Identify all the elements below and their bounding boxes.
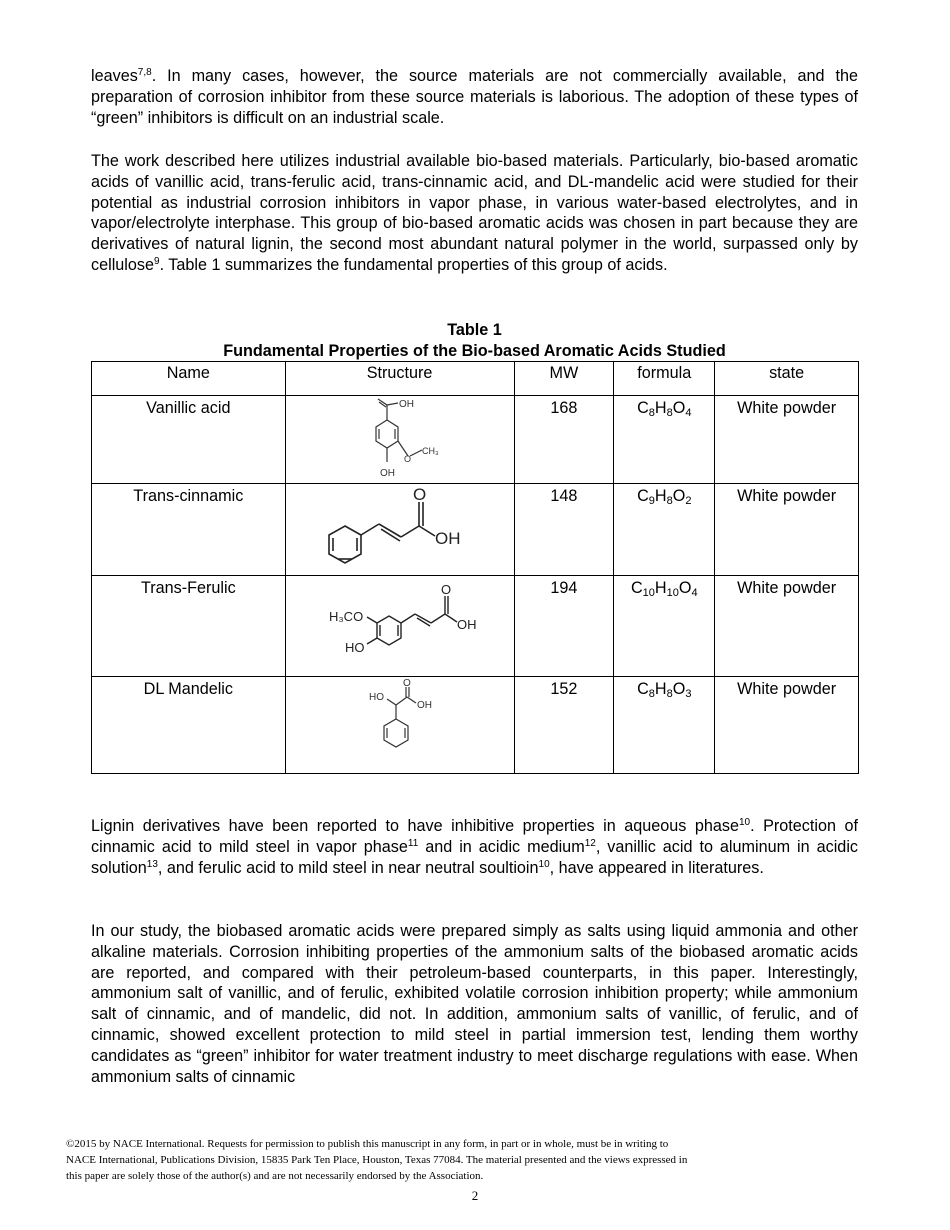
paragraph-work-description: The work described here utilizes industrial available bio-based materials. Particularly, bio-based aromatic acids of vanillic acid, trans-ferulic acid, trans-cinnamic acid, and DL-mandelic acid were studied for their potential as industrial corrosion inhibitors in vapor phase, in various water-based electrolytes, and in vapor/electrolyte interphase. This group of bio-based aromatic acids was chosen in part because they are derivatives of natural lignin, the second most abundant natural polymer in the world, surpassed only by cellulose$^9$. Table 1 summarizes the fundamental properties of this group of acids. <box>91 152 858 274</box>
paragraph-lignin-derivatives: Lignin derivatives have been reported to have inhibitive properties in aqueous phase$^{10}$. Protection of cinnamic acid to mild steel in vapor phase$^{11}$ and in acidic medium$^{12}$, vanillic acid to aluminum in acidic solution$^{13}$, and ferulic acid to mild steel in near neutral soultioin$^{10}$, have appeared in literatures. <box>91 817 859 877</box>
trans-ferulic-structure-image <box>305 576 495 672</box>
table-label: Table 1 <box>447 321 502 339</box>
cell-mw: 152 <box>514 677 614 774</box>
header-state: state <box>715 362 859 396</box>
structure-vanillic-acid <box>285 396 514 484</box>
label-o: O <box>403 454 411 464</box>
page-number: 2 <box>471 1188 479 1203</box>
paragraph-our-study: In our study, the biobased aromatic acids were prepared simply as salts using liquid ammonia and other alkaline materials. Corrosion inhibiting properties of the ammonium salts of the biobased aromatic acids are reported, and compared with their petroleum-based counterparts, in this paper. Interestingly, ammonium salt of vanillic, and of ferulic, exhibited volatile corrosion inhibition property; while ammonium salt of cinnamic, and of mandelic, did not. In addition, ammonium salts of vanillic, of ferulic, and of cinnamic, showed excellent protection to mild steel in partial immersion test, lending them worthy candidates as “green” inhibitor for water treatment industry to meet discharge regulations with ease. When ammonium salts of cinnamic <box>91 922 858 1086</box>
footer-line: NACE International, Publications Division, 15835 Park Ten Place, Houston, Texas 77084. The material presented and the views expressed in <box>66 1154 688 1166</box>
table-row <box>92 677 859 774</box>
cell-mw: 194 <box>514 576 614 677</box>
cell-state: White powder <box>715 484 859 576</box>
cell-name: Trans-cinnamic <box>92 484 286 576</box>
label-ho: HO <box>344 640 365 655</box>
header-formula: formula <box>614 362 715 396</box>
cell-formula: $C_{10}H_{10}O_4$ <box>614 576 715 677</box>
table-row <box>92 576 859 677</box>
header-structure: Structure <box>285 362 514 396</box>
table-row <box>92 396 859 484</box>
label-oh: OH <box>456 617 477 632</box>
cell-name: Vanillic acid <box>92 396 286 484</box>
paragraph-intro: leaves$^{7,8}$. In many cases, however, the source materials are not commercially available, and the preparation of corrosion inhibitor from these source materials is laborious. The adoption of these types of “green” inhibitors is difficult on an industrial scale. <box>91 67 858 127</box>
header-name: Name <box>92 362 286 396</box>
label-oh: OH <box>416 700 432 711</box>
cell-formula: $C_8H_8O_3$ <box>614 677 715 774</box>
vanillic-acid-structure-image <box>340 396 460 482</box>
label-o: O <box>412 485 426 504</box>
label-h3co: H₃CO <box>328 609 363 624</box>
properties-table <box>91 361 859 774</box>
table-title: Fundamental Properties of the Bio-based Aromatic Acids Studied <box>223 342 726 360</box>
structure-trans-cinnamic <box>285 484 514 576</box>
trans-cinnamic-structure-image <box>305 484 495 574</box>
label-oh-bottom: OH <box>379 468 395 479</box>
structure-dl-mandelic <box>285 677 514 774</box>
cell-name: DL Mandelic <box>92 677 286 774</box>
cell-state: White powder <box>715 396 859 484</box>
table-header-row <box>92 362 859 396</box>
label-ho: HO <box>368 692 384 703</box>
cell-formula: $C_9H_8O_2$ <box>614 484 715 576</box>
cell-mw: 168 <box>514 396 614 484</box>
cell-formula: $C_8H_8O_4$ <box>614 396 715 484</box>
label-ch3: CH₃ <box>421 446 439 456</box>
cell-state: White powder <box>715 677 859 774</box>
label-oh-top: OH <box>398 399 414 410</box>
table-row <box>92 484 859 576</box>
label-oh: OH <box>434 529 461 548</box>
structure-trans-ferulic <box>285 576 514 677</box>
label-o: O <box>440 582 451 597</box>
footer-line: this paper are solely those of the author(s) and are not necessarily endorsed by the Association. <box>66 1170 484 1182</box>
copyright-footer <box>66 1136 826 1184</box>
footer-line: ©2015 by NACE International. Requests for permission to publish this manuscript in any form, in part or in whole, must be in writing to <box>66 1138 669 1150</box>
dl-mandelic-structure-image <box>340 677 460 771</box>
cell-name: Trans-Ferulic <box>92 576 286 677</box>
label-o: O <box>402 678 411 689</box>
cell-mw: 148 <box>514 484 614 576</box>
cell-state: White powder <box>715 576 859 677</box>
header-mw: MW <box>514 362 614 396</box>
